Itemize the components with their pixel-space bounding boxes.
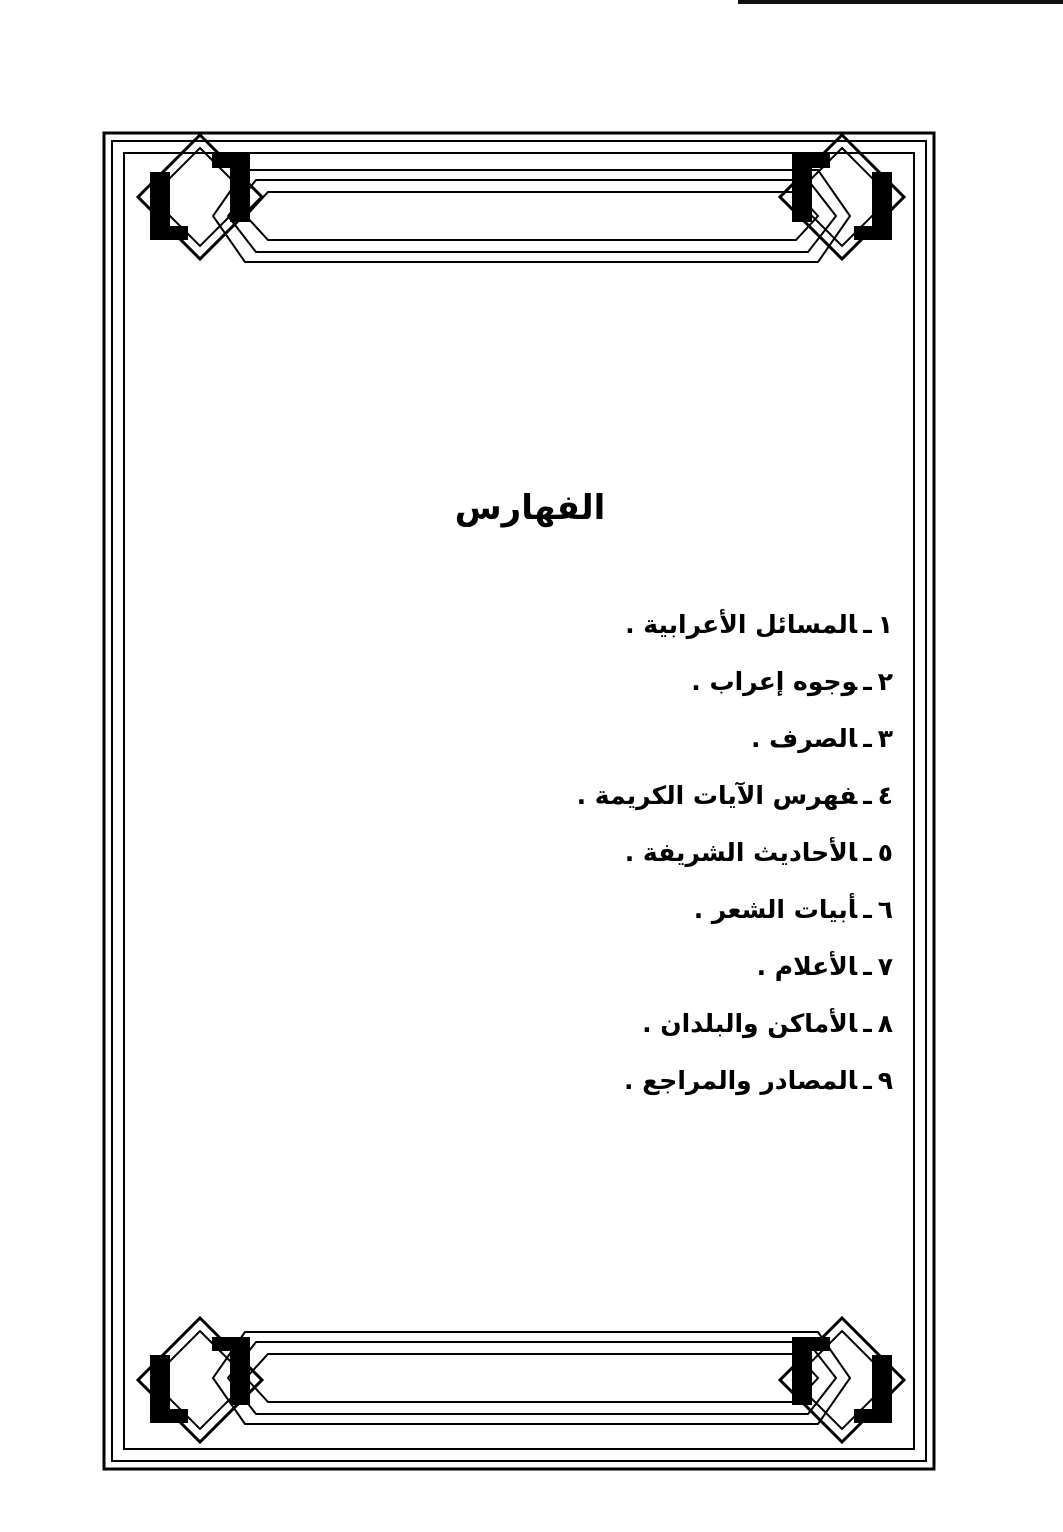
toc-item-number: ٦ xyxy=(877,895,893,924)
table-of-contents xyxy=(473,604,893,1117)
toc-item-separator: ـ xyxy=(863,895,872,924)
toc-item-number: ٥ xyxy=(877,838,893,867)
top-ornament-band xyxy=(213,170,850,262)
toc-item xyxy=(473,946,893,1003)
toc-item-number: ١ xyxy=(877,610,893,639)
page-title: الفهارس xyxy=(454,488,606,528)
bottom-ornament-band xyxy=(213,1332,850,1424)
toc-item-label: المسائل الأعرابية . xyxy=(625,610,858,639)
toc-item-label: أبيات الشعر . xyxy=(693,895,858,924)
toc-item-separator: ـ xyxy=(863,781,872,810)
toc-item xyxy=(473,832,893,889)
toc-item-number: ٣ xyxy=(877,724,893,753)
toc-item-number: ٨ xyxy=(877,1009,893,1038)
toc-item-separator: ـ xyxy=(863,1066,872,1095)
toc-item-label: المصادر والمراجع . xyxy=(624,1066,858,1095)
toc-item-label: وجوه إعراب . xyxy=(691,667,858,696)
toc-item-separator: ـ xyxy=(863,952,872,981)
toc-item xyxy=(473,889,893,946)
toc-item-number: ٧ xyxy=(877,952,893,981)
toc-item-label: الأعلام . xyxy=(756,952,858,981)
toc-item-label: الأحاديث الشريفة . xyxy=(624,838,858,867)
toc-item-label: الأماكن والبلدان . xyxy=(642,1009,858,1038)
toc-item xyxy=(473,1060,893,1117)
toc-item-label: الصرف . xyxy=(750,724,858,753)
toc-item xyxy=(473,1003,893,1060)
toc-item xyxy=(473,661,893,718)
toc-item xyxy=(473,604,893,661)
toc-item-separator: ـ xyxy=(863,724,872,753)
toc-item xyxy=(473,718,893,775)
toc-item-number: ٤ xyxy=(877,781,893,810)
toc-item xyxy=(473,775,893,832)
toc-item-separator: ـ xyxy=(863,838,872,867)
toc-item-separator: ـ xyxy=(863,610,872,639)
toc-item-number: ٩ xyxy=(877,1066,893,1095)
toc-item-label: فهرس الآيات الكريمة . xyxy=(576,781,858,810)
toc-item-separator: ـ xyxy=(863,1009,872,1038)
toc-item-separator: ـ xyxy=(863,667,872,696)
toc-item-number: ٢ xyxy=(877,667,893,696)
